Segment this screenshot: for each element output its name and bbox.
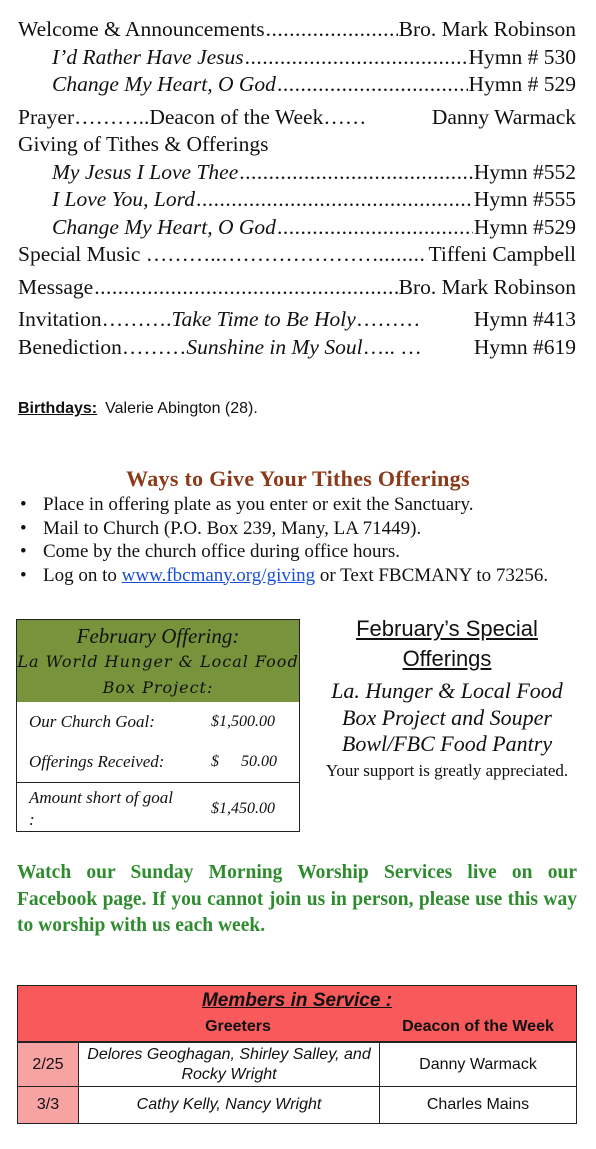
order-item-hymn — [18, 186, 576, 214]
offering-label: Amount short of goal : — [29, 787, 174, 829]
birthdays-text: Valerie Abington (28). — [105, 400, 258, 417]
order-item-prayer — [18, 104, 576, 132]
hymn-number: Hymn # 530 — [468, 44, 576, 69]
february-offering-header — [17, 620, 299, 702]
offering-value: $1,500.00 — [211, 713, 275, 730]
leader-dots — [239, 159, 473, 187]
table-row — [18, 1042, 576, 1086]
item-leader: Bro. Mark Robinson — [398, 17, 576, 41]
leader-dots — [277, 71, 468, 99]
birthdays-label: Birthdays: — [18, 400, 98, 417]
hymn-title: Change My Heart, O God — [52, 214, 276, 239]
members-title: Members in Service : — [201, 990, 393, 1011]
special-offerings — [318, 614, 576, 781]
order-item-hymn — [18, 44, 576, 72]
offering-row — [17, 783, 299, 834]
leader-dots — [94, 274, 397, 302]
order-item-special-music — [18, 241, 576, 269]
item-title: Welcome & Announcements — [18, 17, 265, 41]
offering-row — [17, 702, 299, 742]
offering-label: Offerings Received: — [29, 752, 165, 771]
order-item-hymn — [18, 214, 576, 242]
hymn-title: I’d Rather Have Jesus — [52, 44, 244, 69]
list-item: • Mail to Church (P.O. Box 239, Many, LA 71449). — [20, 517, 580, 541]
leader-dots — [245, 44, 468, 72]
hymn-title: I Love You, Lord — [52, 187, 195, 211]
hymn-number: Hymn #413 — [473, 307, 576, 331]
order-item-welcome — [18, 16, 576, 44]
hymn-title: My Jesus I Love Thee — [52, 159, 239, 184]
leader-dots — [373, 241, 428, 269]
currency-sign: $ — [211, 753, 219, 770]
order-item-benediction — [18, 334, 576, 362]
list-item — [20, 564, 580, 588]
list-item: • Come by the church office during office hours. — [20, 540, 580, 564]
hymn-number: Hymn # 529 — [468, 72, 576, 96]
special-offerings-title: February’s Special — [356, 616, 538, 641]
offering-row — [17, 742, 299, 783]
hymn-title: Take Time to Be Holy — [171, 307, 356, 331]
deacon-cell: Charles Mains — [426, 1096, 530, 1113]
order-item-message — [18, 274, 576, 302]
february-offering-box — [16, 619, 300, 832]
online-prefix: Log on to — [43, 564, 122, 586]
item-leader: Danny Warmack — [431, 104, 576, 129]
order-item-hymn — [18, 71, 576, 99]
ways-to-give-list — [20, 493, 580, 587]
greeters-cell: Delores Geoghagan, Shirley Salley, and Rocky Wright — [79, 1043, 380, 1086]
hymn-number: Hymn #555 — [473, 187, 576, 211]
leader-dots: ……… — [355, 307, 421, 331]
hymn-number: Hymn #529 — [473, 214, 576, 239]
greeters-cell: Cathy Kelly, Nancy Wright — [79, 1087, 380, 1123]
service-date: 3/3 — [18, 1087, 79, 1123]
column-header-greeters: Greeters — [205, 1018, 271, 1035]
table-row — [18, 1086, 576, 1123]
service-date: 2/25 — [18, 1043, 79, 1086]
offering-value: $1,450.00 — [211, 799, 275, 817]
offering-value — [199, 753, 299, 771]
hymn-title: Change My Heart, O God — [52, 72, 276, 96]
item-title: Benediction……… — [18, 334, 187, 359]
giving-link[interactable]: www.fbcmany.org/giving — [121, 564, 316, 586]
order-item-giving — [18, 131, 576, 159]
watch-online-notice: Watch our Sunday Morning Worship Services live on our Facebook page. If you cannot join us in person, please use this way to worship with us each week. — [17, 862, 577, 936]
hymn-number: Hymn #619 — [473, 334, 576, 359]
leader-dots — [277, 214, 473, 242]
offering-title: February Offering: — [76, 624, 240, 648]
order-of-service — [18, 16, 576, 361]
item-title: Special Music ………..………………… — [18, 242, 372, 266]
hymn-number: Hymn #552 — [473, 159, 576, 184]
item-leader: Bro. Mark Robinson — [398, 274, 576, 299]
hymn-title: Sunshine in My Soul — [186, 334, 363, 359]
support-note: Your support is greatly appreciated. — [325, 760, 569, 780]
offering-amount: 50.00 — [241, 753, 277, 770]
order-item-invitation — [18, 306, 576, 334]
order-item-hymn — [18, 159, 576, 187]
list-item: • Place in offering plate as you enter or exit the Sanctuary. — [20, 493, 580, 517]
special-offerings-title: Offerings — [402, 646, 492, 671]
leader-dots: ….. … — [362, 334, 422, 359]
special-offerings-description: La. Hunger & Local Food Box Project and Souper Bowl/FBC Food Pantry — [331, 678, 563, 756]
ways-to-give-heading: Ways to Give Your Tithes Offerings — [126, 466, 470, 491]
birthdays-line — [18, 400, 258, 418]
item-title: Invitation………. — [18, 307, 172, 331]
members-in-service-table — [17, 985, 577, 1124]
item-title: Prayer………..Deacon of the Week…… — [18, 104, 367, 129]
leader-dots — [266, 16, 398, 44]
deacon-cell: Danny Warmack — [419, 1055, 537, 1073]
online-suffix: or Text FBCMANY to 73256. — [315, 564, 549, 586]
column-header-deacon: Deacon of the Week — [402, 1018, 554, 1035]
leader-dots — [196, 186, 473, 214]
item-leader: Tiffeni Campbell — [428, 242, 576, 266]
members-header — [18, 986, 576, 1042]
offering-label: Our Church Goal: — [29, 712, 155, 731]
item-title: Message — [18, 274, 94, 299]
item-title: Giving of Tithes & Offerings — [18, 132, 269, 156]
offering-subtitle: La World Hunger & Local Food Box Project: — [17, 652, 299, 697]
